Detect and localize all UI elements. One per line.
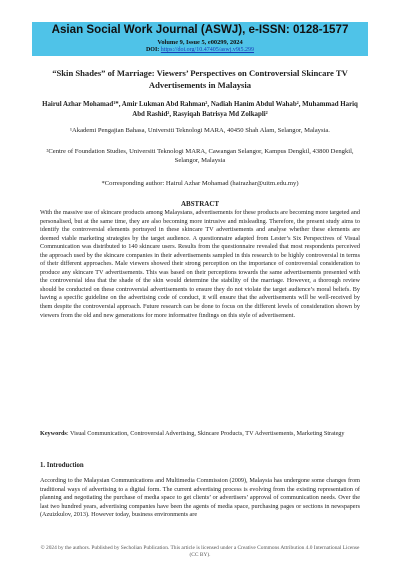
keywords-text: : Visual Communication, Controversial Advertising, Skincare Products, TV Advertisements, Marketing Strategy: [66, 430, 345, 437]
doi-label: DOI:: [145, 47, 160, 53]
doi-line: [32, 47, 368, 53]
affiliation-1: ¹Akademi Pengajian Bahasa, Universiti Teknologi MARA, 40450 Shah Alam, Selangor, Malaysia.: [70, 127, 330, 134]
abstract-heading: ABSTRACT: [180, 200, 220, 208]
license-footer: © 2024 by the authors. Published by Secholian Publication. This article is licensed under a Creative Commons Attribution 4.0 International License (CC BY).: [40, 545, 360, 558]
affiliation-2: ²Centre of Foundation Studies, Universiti Teknologi MARA, Cawangan Selangor, Kampus Dengkil, 43800 Dengkil, Selangor, Malaysia: [46, 148, 354, 164]
abstract-body: With the massive use of skincare products among Malaysians, advertisements for these products are becoming more targeted and personalised, but at the same time, they are also becoming more intrusive and misleading. Therefore, the present study aims to identify the controversial elements portrayed in these skincare TV advertisements and analyse whether these elements are deemed viable marketing strategies by the target audience. A questionnaire adapted from Lester’s Six Perspectives of Visual Communication was distributed to 140 skincare users. Results from the questionnaire revealed that most respondents perceived the approach used by the skincare companies in their advertisements sampled in this research to be highly controversial in terms of their different approaches. Male viewers showed their strong perception on the importance of controversial consideration to produce any skincare TV advertisements. This was based on their perceptions towards the same advertisements presented with the controversial idea that the shade of the skin would determine the stability of the marriage. However, a thorough review should be conducted on these controversial advertisements to ensure they do not violate the target audience’s moral beliefs. By having a specific guideline on the advertising code of conduct, it will ensure that the advertisements will be well-received by them despite the controversial approach. Future research can be done to focus on the different levels of consideration shown by viewers from the old and new generations for more informative findings on this style of advertisement.: [40, 209, 360, 319]
volume-issue: Volume 9, Issue 5, e00299, 2024: [157, 39, 243, 46]
doi-link[interactable]: https://doi.org/10.47405/aswj.v9i5.299: [160, 47, 255, 53]
journal-banner: [32, 22, 368, 56]
corresponding-author: *Corresponding author: Hairul Azhar Mohamad (hairazhar@uitm.edu.my): [101, 180, 299, 187]
article-title: “Skin Shades” of Marriage: Viewers’ Perspectives on Controversial Skincare TV Advertisements in Malaysia: [52, 68, 348, 90]
section-heading-introduction: 1. Introduction: [40, 462, 84, 469]
author-list: Hairul Azhar Mohamad¹*, Amir Lukman Abd Rahman², Nadiah Hanim Abdul Wahab², Muhammad Hariq Abd Rashid², Rasyiqah Batrisya Md Zolkapli²: [42, 101, 358, 118]
keywords: [40, 430, 360, 439]
introduction-body: According to the Malaysian Communications and Multimedia Commission (2009), Malaysia has undergone some changes from traditional ways of advertising to a digital form. The current advertising process is evolving from the existing representation of planning and negotiating the purchase of media space to get clients’ or advertisers’ approval of communication needs. Over the last two hundred years, advertising companies have been the agents of media space, purchasing pages or sections in newspapers (Azuizkulov, 2013). However today, business environments are: [40, 477, 360, 519]
journal-title: Asian Social Work Journal (ASWJ), e-ISSN: 0128-1577: [51, 23, 349, 36]
keywords-label: Keywords: [40, 430, 67, 437]
